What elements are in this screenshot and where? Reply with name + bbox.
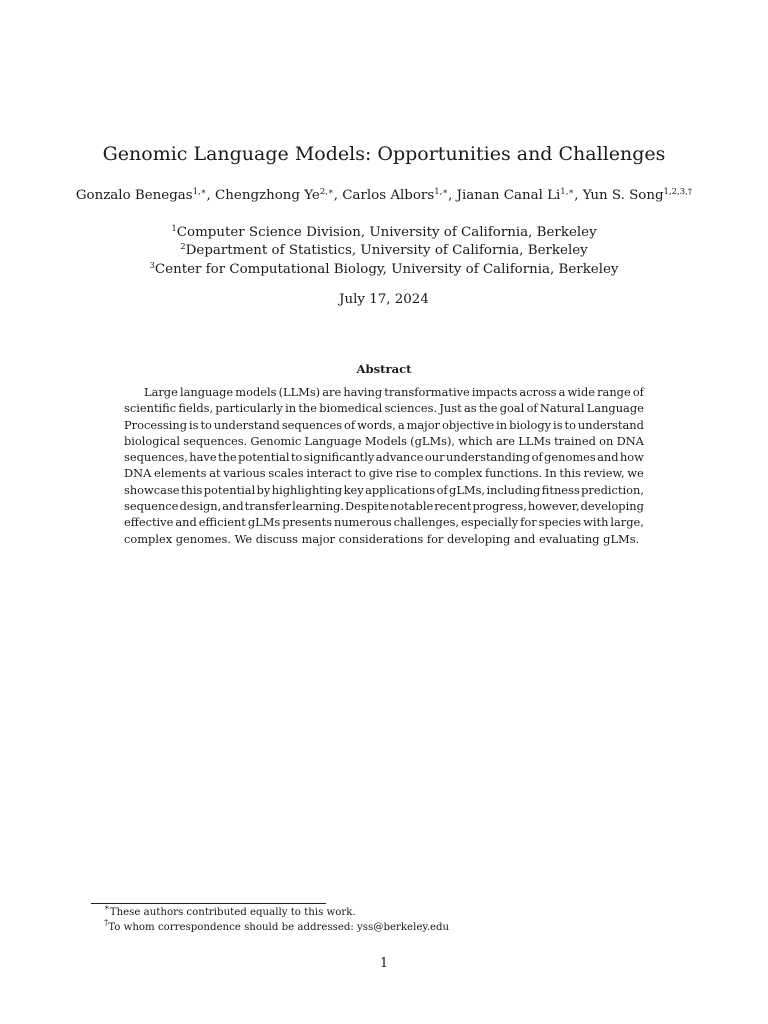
abstract-line: complex genomes. We discuss major considerations for developing and evaluating gLMs. bbox=[124, 531, 640, 546]
footnote-divider bbox=[91, 903, 326, 904]
abstract-line: sequences, have the potential to significantly advance our understanding of genomes and how bbox=[124, 450, 644, 465]
abstract-body bbox=[124, 384, 644, 547]
abstract-heading: Abstract bbox=[356, 362, 412, 376]
affiliation-mark: 3 bbox=[149, 260, 155, 271]
abstract-line: effective and efficient gLMs presents numerous challenges, especially for species with large, bbox=[124, 515, 644, 530]
affiliation-mark: 2 bbox=[180, 242, 186, 253]
affiliation-text: Department of Statistics, University of California, Berkeley bbox=[185, 243, 588, 259]
abstract-line: biological sequences. Genomic Language Models (gLMs), which are LLMs trained on DNA bbox=[124, 433, 644, 448]
author-list bbox=[0, 188, 768, 203]
abstract-line: Large language models (LLMs) are having transformative impacts across a wide range of bbox=[144, 385, 644, 399]
affiliation bbox=[0, 224, 768, 242]
abstract-line: scientific fields, particularly in the biomedical sciences. Just as the goal of Natural Language bbox=[124, 401, 644, 416]
paper-title: Genomic Language Models: Opportunities and Challenges bbox=[102, 143, 666, 165]
abstract-line: showcase this potential by highlighting key applications of gLMs, including fitness prediction, bbox=[124, 482, 644, 497]
author-affiliation-marks: 1,∗ bbox=[192, 187, 207, 197]
affiliation-text: Center for Computational Biology, University of California, Berkeley bbox=[154, 261, 619, 277]
affiliation bbox=[0, 261, 768, 279]
author-name: Carlos Albors bbox=[342, 188, 435, 203]
publication-date: July 17, 2024 bbox=[339, 292, 429, 307]
author-affiliation-marks: 1,∗ bbox=[560, 187, 575, 197]
footnote bbox=[104, 905, 449, 920]
footnote-text: To whom correspondence should be addressed: yss@berkeley.edu bbox=[108, 922, 450, 933]
author-separator: , bbox=[448, 188, 457, 203]
author-affiliation-marks: 1,∗ bbox=[434, 187, 449, 197]
abstract-line: Processing is to understand sequences of words, a major objective in biology is to understand bbox=[124, 417, 644, 432]
page-number: 1 bbox=[379, 956, 389, 971]
author-name: Yun S. Song bbox=[582, 188, 664, 203]
affiliation-list bbox=[0, 224, 768, 279]
author-separator: , bbox=[206, 188, 216, 203]
footnote bbox=[104, 920, 449, 935]
author-affiliation-marks: 2,∗ bbox=[319, 187, 334, 197]
author-separator: , bbox=[574, 188, 583, 203]
affiliation bbox=[0, 242, 768, 260]
footnote-text: These authors contributed equally to this work. bbox=[109, 907, 356, 918]
abstract-line: sequence design, and transfer learning. Despite notable recent progress, however, developing bbox=[124, 499, 644, 514]
footnote-mark: ∗ bbox=[104, 903, 110, 913]
author-name: Gonzalo Benegas bbox=[75, 188, 193, 203]
author-name: Chengzhong Ye bbox=[215, 188, 320, 203]
author-separator: , bbox=[333, 188, 343, 203]
affiliation-mark: 1 bbox=[171, 224, 177, 234]
affiliation-text: Computer Science Division, University of California, Berkeley bbox=[176, 225, 597, 240]
footnotes bbox=[104, 905, 449, 935]
abstract-line: DNA elements at various scales interact to give rise to complex functions. In this review, we bbox=[124, 466, 644, 481]
footnote-mark: † bbox=[104, 918, 109, 928]
author-affiliation-marks: 1,2,3,† bbox=[663, 187, 693, 197]
author-name: Jianan Canal Li bbox=[456, 188, 561, 203]
